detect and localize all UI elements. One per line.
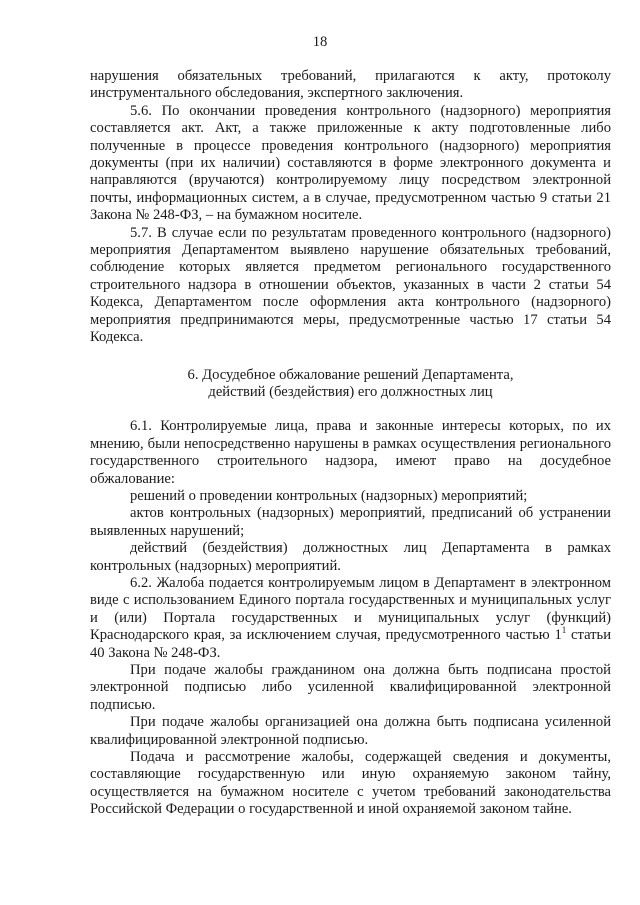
paragraph-citizen-signature: При подаче жалобы гражданином она должна быть подписана простой электронной подписью либо усиленной квалифицированной электронной подписью.	[90, 662, 611, 713]
page-number: 18	[312, 34, 328, 50]
paragraph-secret-info: Подача и рассмотрение жалобы, содержащей сведения и документы, составляющие государственную или иную охраняемую законом тайну, осуществляется на бумажном носителе с учетом требований законодательства Российской Федерации о государственной и иной охраняемой законом тайне.	[90, 749, 611, 818]
section-heading-line-1: 6. Досудебное обжалование решений Департамента,	[187, 366, 514, 383]
list-item-actions: действий (бездействия) должностных лиц Департамента в рамках контрольных (надзорных) мероприятий.	[90, 540, 611, 574]
paragraph-5-7: 5.7. В случае если по результатам проведенного контрольного (надзорного) мероприятия Департаментом выявлено нарушение обязательных требований, соблюдение которых является предметом регионального государственного строительного надзора в отношении объектов, указанных в части 2 статьи 54 Кодекса, Департаментом после оформления акта контрольного (надзорного) мероприятия предпринимаются меры, предусмотренные частью 17 статьи 54 Кодекса.	[90, 224, 611, 346]
paragraph-6-2	[90, 575, 611, 662]
paragraph-6-1: 6.1. Контролируемые лица, права и законные интересы которых, по их мнению, были непосредственно нарушены в рамках осуществления регионального государственного строительного надзора, имеют право на досудебное обжалование:	[90, 418, 611, 487]
paragraph-organization-signature: При подаче жалобы организацией она должна быть подписана усиленной квалифицированной электронной подписью.	[90, 714, 611, 748]
section-heading	[90, 367, 611, 402]
section-heading-line-2: действий (бездействия) его должностных лиц	[208, 383, 493, 400]
paragraph-continuation: нарушения обязательных требований, прилагаются к акту, протоколу инструментального обследования, экспертного заключения.	[90, 68, 611, 102]
paragraph-5-6: 5.6. По окончании проведения контрольного (надзорного) мероприятия составляется акт. Акт, а также приложенные к акту подготовленные либо полученные в процессе проведения контрольного (надзорного) мероприятия документы (при их наличии) составляются в форме электронного документа и направляются (вручаются) контролируемому лицу посредством электронной почты, информационных систем, а в случае, предусмотренном частью 9 статьи 21 Закона № 248-ФЗ, – на бумажном носителе.	[90, 102, 611, 224]
paragraph-6-2-text: 6.2. Жалоба подается контролируемым лицом в Департамент в электронном виде с использованием Единого портала государственных и муниципальных услуг и (или) Портала государственных и муниципальных услуг (функций) Краснодарского края, за исключением случая, предусмотренного частью 1	[90, 574, 611, 644]
document-body	[90, 68, 611, 819]
superscript: 1	[561, 625, 567, 636]
list-item-acts: актов контрольных (надзорных) мероприятий, предписаний об устранении выявленных нарушений;	[90, 505, 611, 539]
paragraph-6-2-tail: статьи 40 Закона № 248-ФЗ.	[90, 627, 612, 661]
list-item-decisions: решений о проведении контрольных (надзорных) мероприятий;	[130, 487, 528, 504]
